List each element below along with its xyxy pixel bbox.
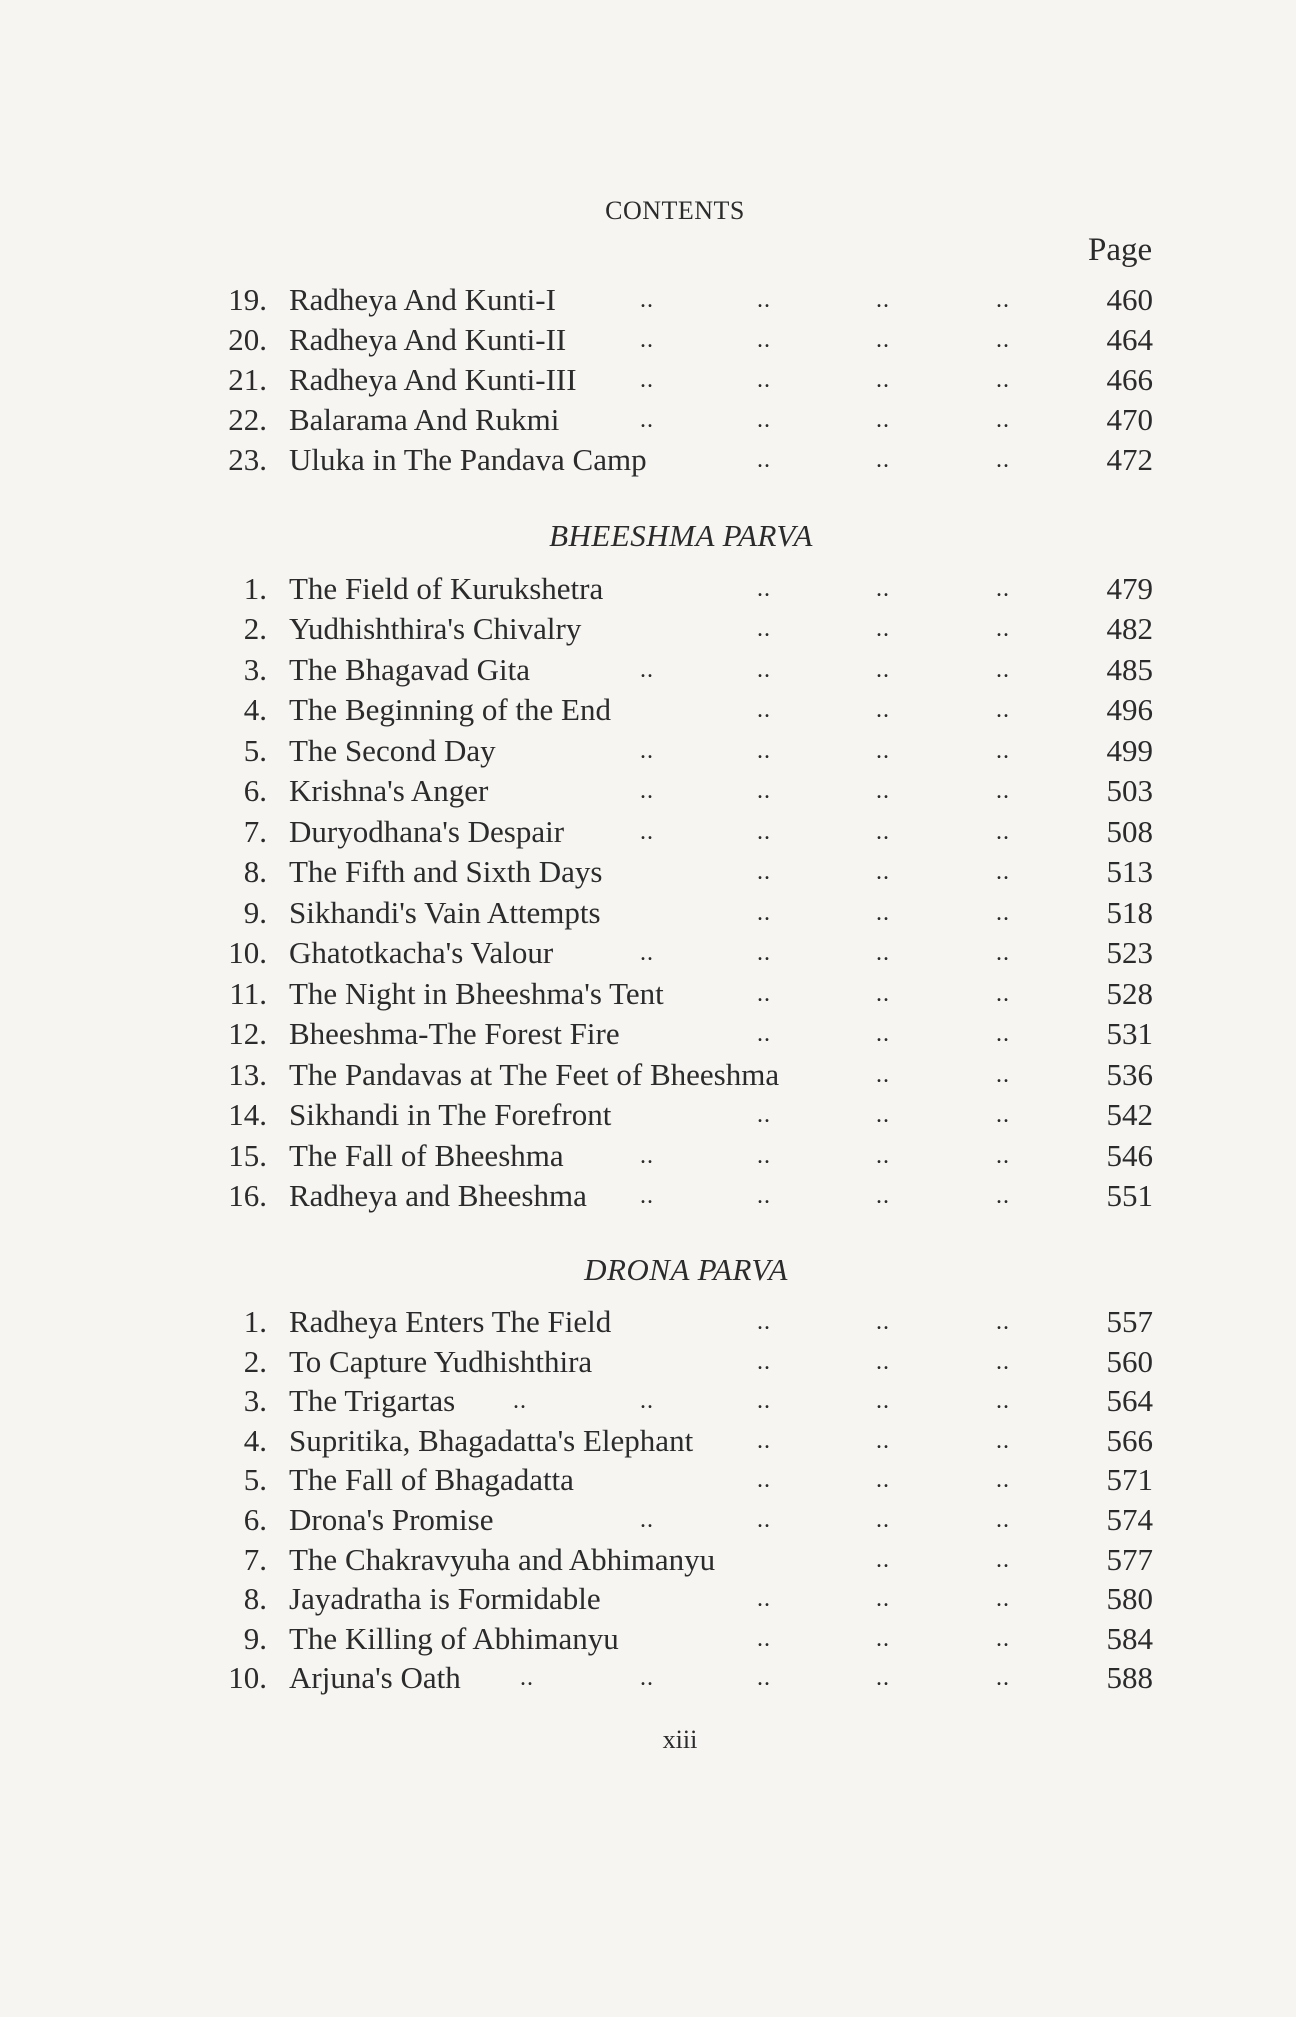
- toc-entry: [0, 771, 1296, 811]
- leader-dots: ..: [876, 1102, 890, 1128]
- leader-dots: ..: [996, 576, 1010, 602]
- entry-title: The Bhagavad Gita: [289, 652, 531, 687]
- entry-number: 2.: [243, 611, 267, 646]
- leader-dots: ..: [876, 1349, 890, 1375]
- leader-dots: ..: [876, 778, 890, 804]
- entry-title: Uluka in The Pandava Camp: [289, 442, 647, 477]
- leader-dots: ..: [876, 859, 890, 885]
- leader-dots: ..: [640, 657, 654, 683]
- entry-title: Drona's Promise: [289, 1502, 494, 1537]
- entry-number: 7.: [243, 814, 267, 849]
- leader-dots: ..: [757, 778, 771, 804]
- leader-dots: ..: [757, 1467, 771, 1493]
- leader-dots: ..: [996, 900, 1010, 926]
- toc-entry: [0, 1176, 1296, 1216]
- leader-dots: ..: [640, 778, 654, 804]
- leader-dots: ..: [876, 1309, 890, 1335]
- leader-dots: ..: [757, 407, 771, 433]
- leader-dots: ..: [876, 900, 890, 926]
- entry-title: The Fifth and Sixth Days: [289, 854, 603, 889]
- entry-title: Supritika, Bhagadatta's Elephant: [289, 1423, 694, 1458]
- leader-dots: ..: [996, 367, 1010, 393]
- footer-page-number: xiii: [662, 1725, 698, 1754]
- leader-dots: ..: [640, 1665, 654, 1691]
- entry-page: 508: [1106, 814, 1153, 849]
- leader-dots: ..: [757, 327, 771, 353]
- entry-number: 9.: [243, 895, 267, 930]
- leader-dots: ..: [996, 1507, 1010, 1533]
- leader-dots: ..: [640, 738, 654, 764]
- leader-dots: ..: [876, 1467, 890, 1493]
- leader-dots: ..: [757, 576, 771, 602]
- entry-number: 8.: [243, 854, 267, 889]
- entry-page: 479: [1106, 571, 1153, 606]
- entry-page: 485: [1106, 652, 1153, 687]
- toc-entry: [0, 893, 1296, 933]
- entry-number: 8.: [243, 1581, 267, 1616]
- entry-number: 19.: [228, 282, 267, 317]
- entry-title: Yudhishthira's Chivalry: [289, 611, 582, 646]
- toc-entry: [0, 1381, 1296, 1421]
- leader-dots: ..: [996, 778, 1010, 804]
- leader-dots: ..: [876, 940, 890, 966]
- entry-page: 574: [1106, 1502, 1153, 1537]
- entry-page: 503: [1106, 773, 1153, 808]
- entry-title: Radheya And Kunti-I: [289, 282, 556, 317]
- entry-title: Krishna's Anger: [289, 773, 489, 808]
- toc-entry: [0, 852, 1296, 892]
- toc-entry: [0, 1619, 1296, 1659]
- leader-dots: ..: [640, 1507, 654, 1533]
- toc-entry: [0, 1500, 1296, 1540]
- entry-page: 588: [1106, 1660, 1153, 1695]
- leader-dots: ..: [876, 738, 890, 764]
- toc-entry: [0, 1302, 1296, 1342]
- toc-entry: [0, 569, 1296, 609]
- entry-page: 523: [1106, 935, 1153, 970]
- toc-entry: [0, 974, 1296, 1014]
- leader-dots: ..: [640, 1143, 654, 1169]
- entry-title: Radheya And Kunti-II: [289, 322, 567, 357]
- toc-entry: [0, 933, 1296, 973]
- leader-dots: ..: [996, 1388, 1010, 1414]
- toc-entry: [0, 280, 1296, 320]
- leader-dots: ..: [996, 1062, 1010, 1088]
- leader-dots: ..: [757, 1507, 771, 1533]
- entry-page: 466: [1106, 362, 1153, 397]
- entry-title: Radheya Enters The Field: [289, 1304, 612, 1339]
- leader-dots: ..: [757, 657, 771, 683]
- leader-dots: ..: [640, 287, 654, 313]
- entry-title: The Beginning of the End: [289, 692, 611, 727]
- entry-number: 15.: [228, 1138, 267, 1173]
- leader-dots: ..: [876, 981, 890, 1007]
- toc-entry: [0, 440, 1296, 480]
- leader-dots: ..: [876, 697, 890, 723]
- entry-number: 2.: [243, 1344, 267, 1379]
- leader-dots: ..: [876, 1143, 890, 1169]
- entry-number: 11.: [229, 976, 267, 1011]
- entry-number: 3.: [243, 652, 267, 687]
- leader-dots: ..: [757, 1586, 771, 1612]
- toc-entry: [0, 400, 1296, 440]
- entry-page: 460: [1106, 282, 1153, 317]
- leader-dots: ..: [876, 1547, 890, 1573]
- leader-dots: ..: [876, 447, 890, 473]
- toc-entry: [0, 731, 1296, 771]
- leader-dots: ..: [757, 981, 771, 1007]
- entry-page: 531: [1106, 1016, 1153, 1051]
- leader-dots: ..: [996, 697, 1010, 723]
- leader-dots: ..: [876, 407, 890, 433]
- leader-dots: ..: [876, 1665, 890, 1691]
- leader-dots: ..: [996, 1021, 1010, 1047]
- entry-number: 1.: [243, 1304, 267, 1339]
- toc-entry: [0, 1460, 1296, 1500]
- toc-entry: [0, 360, 1296, 400]
- leader-dots: ..: [996, 1309, 1010, 1335]
- leader-dots: ..: [876, 287, 890, 313]
- entry-page: 482: [1106, 611, 1153, 646]
- entry-page: 536: [1106, 1057, 1153, 1092]
- toc-entry: [0, 1342, 1296, 1382]
- leader-dots: ..: [757, 1665, 771, 1691]
- entry-number: 22.: [228, 402, 267, 437]
- entry-title: Radheya and Bheeshma: [289, 1178, 587, 1213]
- entry-page: 464: [1106, 322, 1153, 357]
- entry-page: 472: [1106, 442, 1153, 477]
- entry-number: 5.: [243, 733, 267, 768]
- entry-page: 528: [1106, 976, 1153, 1011]
- leader-dots: ..: [757, 1349, 771, 1375]
- entry-page: 546: [1106, 1138, 1153, 1173]
- entry-page: 551: [1106, 1178, 1153, 1213]
- entry-page: 518: [1106, 895, 1153, 930]
- entry-page: 584: [1106, 1621, 1153, 1656]
- toc-entry: [0, 1658, 1296, 1698]
- entry-number: 7.: [243, 1542, 267, 1577]
- leader-dots: ..: [757, 819, 771, 845]
- leader-dots: ..: [757, 1143, 771, 1169]
- leader-dots: ..: [996, 1586, 1010, 1612]
- leader-dots: ..: [520, 1665, 534, 1691]
- entry-title: Arjuna's Oath: [289, 1660, 461, 1695]
- entry-page: 564: [1106, 1383, 1153, 1418]
- entry-number: 4.: [243, 692, 267, 727]
- entry-title: Sikhandi's Vain Attempts: [289, 895, 601, 930]
- entry-title: Jayadratha is Formidable: [289, 1581, 601, 1616]
- toc-entry: [0, 690, 1296, 730]
- entry-number: 3.: [243, 1383, 267, 1418]
- leader-dots: ..: [513, 1388, 527, 1414]
- leader-dots: ..: [996, 447, 1010, 473]
- entry-number: 23.: [228, 442, 267, 477]
- leader-dots: ..: [640, 819, 654, 845]
- leader-dots: ..: [876, 1507, 890, 1533]
- entry-title: The Killing of Abhimanyu: [289, 1621, 619, 1656]
- entry-number: 10.: [228, 1660, 267, 1695]
- toc-entry: [0, 1421, 1296, 1461]
- entry-page: 577: [1106, 1542, 1153, 1577]
- entry-title: Balarama And Rukmi: [289, 402, 560, 437]
- leader-dots: ..: [757, 738, 771, 764]
- entry-page: 557: [1106, 1304, 1153, 1339]
- toc-entry: [0, 812, 1296, 852]
- leader-dots: ..: [876, 1586, 890, 1612]
- leader-dots: ..: [996, 738, 1010, 764]
- entry-title: Radheya And Kunti-III: [289, 362, 577, 397]
- leader-dots: ..: [996, 616, 1010, 642]
- leader-dots: ..: [876, 327, 890, 353]
- leader-dots: ..: [876, 1388, 890, 1414]
- entry-title: The Pandavas at The Feet of Bheeshma: [289, 1057, 780, 1092]
- leader-dots: ..: [757, 1309, 771, 1335]
- entry-title: The Field of Kurukshetra: [289, 571, 604, 606]
- entry-page: 499: [1106, 733, 1153, 768]
- entry-page: 496: [1106, 692, 1153, 727]
- entry-title: Bheeshma-The Forest Fire: [289, 1016, 620, 1051]
- leader-dots: ..: [996, 1547, 1010, 1573]
- leader-dots: ..: [757, 900, 771, 926]
- entry-number: 20.: [228, 322, 267, 357]
- leader-dots: ..: [757, 940, 771, 966]
- entry-title: The Fall of Bheeshma: [289, 1138, 564, 1173]
- entry-number: 12.: [228, 1016, 267, 1051]
- leader-dots: ..: [996, 1102, 1010, 1128]
- entry-title: The Night in Bheeshma's Tent: [289, 976, 664, 1011]
- leader-dots: ..: [757, 697, 771, 723]
- entry-number: 1.: [243, 571, 267, 606]
- entry-page: 470: [1106, 402, 1153, 437]
- leader-dots: ..: [996, 407, 1010, 433]
- leader-dots: ..: [996, 1349, 1010, 1375]
- leader-dots: ..: [876, 367, 890, 393]
- leader-dots: ..: [876, 657, 890, 683]
- leader-dots: ..: [640, 407, 654, 433]
- leader-dots: ..: [757, 616, 771, 642]
- entry-title: Duryodhana's Despair: [289, 814, 565, 849]
- leader-dots: ..: [876, 1428, 890, 1454]
- entry-number: 21.: [228, 362, 267, 397]
- leader-dots: ..: [996, 1467, 1010, 1493]
- entry-number: 13.: [228, 1057, 267, 1092]
- entry-page: 566: [1106, 1423, 1153, 1458]
- leader-dots: ..: [876, 616, 890, 642]
- entry-number: 16.: [228, 1178, 267, 1213]
- leader-dots: ..: [757, 447, 771, 473]
- leader-dots: ..: [757, 1102, 771, 1128]
- toc-entry: [0, 1095, 1296, 1135]
- leader-dots: ..: [757, 367, 771, 393]
- leader-dots: ..: [996, 940, 1010, 966]
- leader-dots: ..: [757, 1388, 771, 1414]
- entry-title: To Capture Yudhishthira: [289, 1344, 593, 1379]
- entry-number: 5.: [243, 1462, 267, 1497]
- leader-dots: ..: [640, 367, 654, 393]
- entry-title: The Second Day: [289, 733, 496, 768]
- leader-dots: ..: [996, 657, 1010, 683]
- leader-dots: ..: [876, 1062, 890, 1088]
- entry-page: 571: [1106, 1462, 1153, 1497]
- leader-dots: ..: [996, 327, 1010, 353]
- leader-dots: ..: [996, 1626, 1010, 1652]
- page-heading: CONTENTS: [605, 196, 745, 225]
- leader-dots: ..: [876, 819, 890, 845]
- leader-dots: ..: [996, 1428, 1010, 1454]
- leader-dots: ..: [996, 859, 1010, 885]
- leader-dots: ..: [640, 940, 654, 966]
- entry-number: 4.: [243, 1423, 267, 1458]
- leader-dots: ..: [757, 859, 771, 885]
- entry-page: 560: [1106, 1344, 1153, 1379]
- toc-entry: [0, 650, 1296, 690]
- leader-dots: ..: [640, 1183, 654, 1209]
- entry-number: 14.: [228, 1097, 267, 1132]
- entry-number: 10.: [228, 935, 267, 970]
- toc-entry: [0, 1579, 1296, 1619]
- entry-number: 6.: [243, 1502, 267, 1537]
- entry-title: The Chakravyuha and Abhimanyu: [289, 1542, 716, 1577]
- leader-dots: ..: [640, 327, 654, 353]
- leader-dots: ..: [876, 1021, 890, 1047]
- leader-dots: ..: [996, 1183, 1010, 1209]
- leader-dots: ..: [757, 1626, 771, 1652]
- entry-title: The Trigartas: [289, 1383, 456, 1418]
- entry-title: The Fall of Bhagadatta: [289, 1462, 574, 1497]
- leader-dots: ..: [757, 1021, 771, 1047]
- leader-dots: ..: [996, 1143, 1010, 1169]
- entry-page: 580: [1106, 1581, 1153, 1616]
- entry-page: 542: [1106, 1097, 1153, 1132]
- leader-dots: ..: [876, 1626, 890, 1652]
- entry-title: Sikhandi in The Forefront: [289, 1097, 612, 1132]
- leader-dots: ..: [996, 287, 1010, 313]
- entry-title: Ghatotkacha's Valour: [289, 935, 554, 970]
- leader-dots: ..: [757, 1183, 771, 1209]
- leader-dots: ..: [996, 1665, 1010, 1691]
- leader-dots: ..: [640, 1388, 654, 1414]
- entry-page: 513: [1106, 854, 1153, 889]
- section-title-bheeshma: BHEESHMA PARVA: [549, 518, 813, 553]
- leader-dots: ..: [996, 819, 1010, 845]
- leader-dots: ..: [876, 576, 890, 602]
- toc-entry: [0, 1014, 1296, 1054]
- leader-dots: ..: [757, 287, 771, 313]
- leader-dots: ..: [996, 981, 1010, 1007]
- toc-entry: [0, 1136, 1296, 1176]
- leader-dots: ..: [757, 1428, 771, 1454]
- toc-entry: [0, 609, 1296, 649]
- page-column-label: Page: [1088, 232, 1153, 268]
- entry-number: 9.: [243, 1621, 267, 1656]
- leader-dots: ..: [876, 1183, 890, 1209]
- entry-number: 6.: [243, 773, 267, 808]
- toc-entry: [0, 320, 1296, 360]
- toc-entry: [0, 1055, 1296, 1095]
- section-title-drona: DRONA PARVA: [584, 1252, 788, 1287]
- toc-entry: [0, 1540, 1296, 1580]
